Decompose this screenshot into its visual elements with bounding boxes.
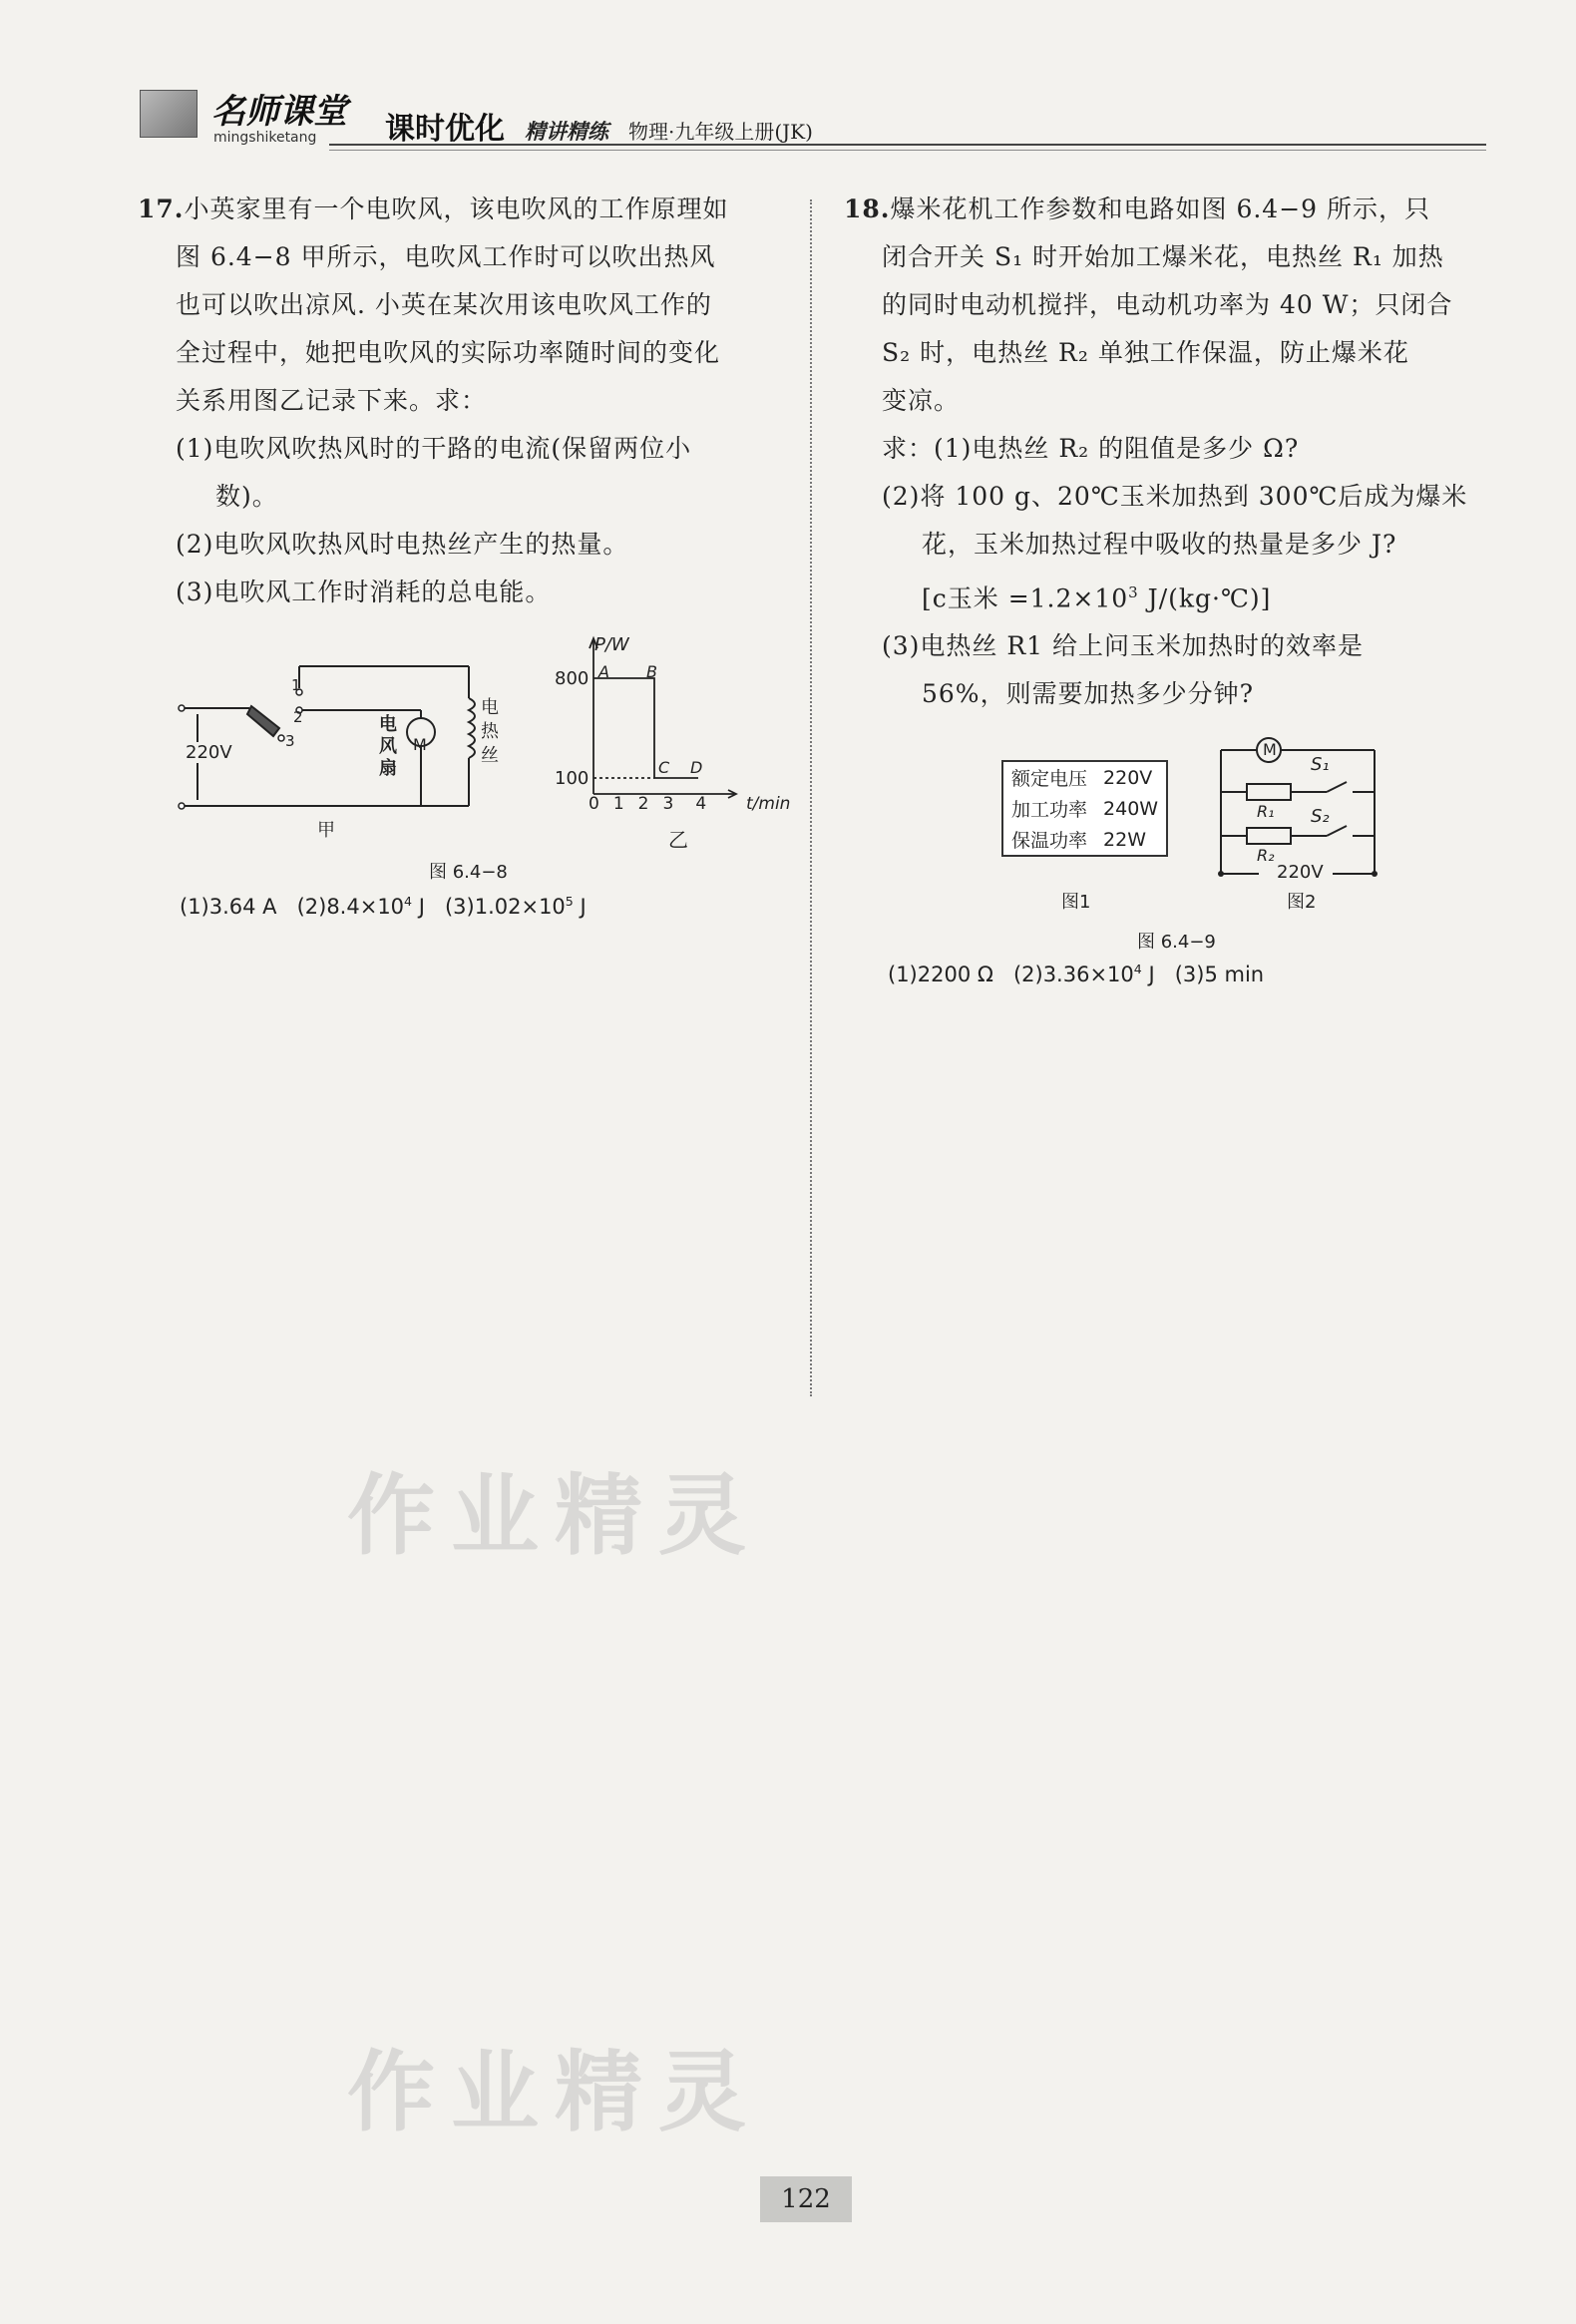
- param-name: 额定电压: [1011, 768, 1088, 790]
- sub-question-2: (2)电吹风吹热风时电热丝产生的热量。: [176, 530, 629, 559]
- circuit-caption: 甲: [317, 820, 335, 841]
- subject-label: 物理·九年级上册(JK): [628, 120, 813, 144]
- table-row: [1002, 793, 1167, 824]
- graph-xtick: 3: [662, 794, 674, 814]
- graph-xtick: 2: [637, 794, 649, 814]
- answer-2: [297, 895, 425, 919]
- table-row: [1002, 824, 1167, 856]
- answer-2-base: (2)3.36×10: [1012, 963, 1134, 986]
- r2-label: R₂: [1257, 846, 1275, 865]
- graph-ytick-800: 800: [555, 668, 590, 689]
- graph-xlabel: t/min: [746, 794, 791, 814]
- answer-3-exp: 5: [565, 894, 574, 909]
- contact-2: 2: [293, 708, 303, 726]
- q18-answer: [888, 962, 1264, 986]
- watermark: 作业精灵: [347, 1464, 763, 1567]
- sub-question-1: (1)电吹风吹热风时的干路的电流(保留两位小: [176, 434, 692, 463]
- fan-label: [379, 714, 397, 780]
- formula-unit: J/(kg·℃)]: [1138, 583, 1272, 613]
- page-number: 122: [760, 2176, 852, 2222]
- answer-2-unit: J: [412, 895, 425, 919]
- question-line: 小英家里有一个电吹风，该电吹风的工作原理如: [184, 194, 729, 223]
- q18-motor-label: M: [1263, 740, 1277, 759]
- watermark: 作业精灵: [347, 2041, 763, 2143]
- graph-xtick: 0: [589, 794, 599, 814]
- graph-ytick-100: 100: [555, 768, 590, 789]
- param-value: 22W: [1103, 828, 1146, 851]
- graph-xtick: 4: [695, 794, 707, 814]
- graph-xticks: [589, 794, 706, 814]
- answer-1: (1)2200 Ω: [888, 963, 993, 986]
- fan-label-char: 扇: [379, 758, 397, 779]
- q17-figure-caption: 图 6.4−8: [429, 862, 508, 883]
- specific-heat-formula: [844, 569, 1502, 622]
- q18-figure-caption: 图 6.4−9: [1137, 932, 1216, 953]
- q17-answer: [180, 894, 587, 919]
- sub-question-2-cont: 花，玉米加热过程中吸收的热量是多少 J?: [922, 530, 1397, 559]
- graph-point-a: A: [598, 662, 609, 681]
- motor-label: M: [413, 735, 427, 754]
- question-line: 的同时电动机搅拌，电动机功率为 40 W；只闭合: [882, 290, 1453, 319]
- question-line: 全过程中，她把电吹风的实际功率随时间的变化: [176, 338, 721, 367]
- graph-caption: 乙: [668, 828, 688, 852]
- sub-question-1-cont: 数)。: [215, 482, 278, 511]
- answer-2-unit: J: [1141, 963, 1155, 986]
- r1-label: R₁: [1257, 802, 1275, 821]
- sub-question-3-cont: 56%，则需要加热多少分钟?: [922, 679, 1254, 709]
- question-line: 闭合开关 S₁ 时开始加工爆米花，电热丝 R₁ 加热: [882, 242, 1444, 271]
- answer-3-unit: J: [573, 895, 587, 919]
- sub-question-3: (3)电吹风工作时消耗的总电能。: [176, 578, 552, 606]
- brand-pinyin: mingshiketang: [213, 130, 317, 146]
- param-name: 保温功率: [1011, 830, 1088, 852]
- logo-cube-icon: [140, 90, 197, 138]
- answer-3: [445, 895, 587, 919]
- answer-1: (1)3.64 A: [180, 895, 277, 919]
- formula-exp: 3: [1128, 583, 1139, 601]
- question-18: [844, 186, 1502, 718]
- answer-2-base: (2)8.4×10: [296, 895, 405, 919]
- heater-label: [481, 696, 499, 768]
- q18-parameter-table: [1001, 760, 1168, 857]
- voltage-label: 220V: [186, 742, 232, 763]
- series-title: 课时优化: [385, 112, 505, 147]
- answer-3-base: (3)1.02×10: [444, 895, 566, 919]
- header-rule: [329, 144, 1486, 146]
- param-value: 240W: [1103, 797, 1159, 820]
- formula-base: [c玉米 =1.2×10: [922, 583, 1129, 613]
- question-line: 也可以吹出凉风. 小英在某次用该电吹风工作的: [176, 290, 712, 319]
- answer-2: [1013, 963, 1155, 986]
- circuit-caption: 图2: [1287, 892, 1317, 913]
- s1-label: S₁: [1311, 754, 1330, 775]
- sub-question-2: (2)将 100 g、20℃玉米加热到 300℃后成为爆米: [882, 482, 1468, 511]
- question-17: [138, 186, 786, 616]
- question-line: S₂ 时，电热丝 R₂ 单独工作保温，防止爆米花: [882, 338, 1409, 367]
- question-number: 17.: [138, 194, 185, 223]
- param-value: 220V: [1103, 766, 1153, 789]
- question-line: 关系用图乙记录下来。求：: [176, 386, 488, 415]
- graph-ylabel: P/W: [594, 634, 629, 655]
- answer-3: (3)5 min: [1174, 963, 1265, 986]
- question-line: 变凉。: [882, 386, 961, 415]
- page-header: [130, 78, 1486, 158]
- table-row: [1002, 761, 1167, 793]
- column-divider: [810, 199, 812, 1396]
- heater-label-char: 电: [481, 697, 499, 718]
- answer-2-exp: 4: [1133, 962, 1142, 976]
- sub-question-3: (3)电热丝 R1 给上问玉米加热时的效率是: [882, 631, 1365, 661]
- param-name: 加工功率: [1011, 799, 1088, 821]
- q18-voltage-label: 220V: [1277, 862, 1324, 883]
- series-tag: 精讲精练: [525, 119, 608, 144]
- table-caption: 图1: [1061, 892, 1091, 913]
- heater-label-char: 丝: [481, 745, 499, 766]
- answer-2-exp: 4: [404, 894, 413, 909]
- contact-3: 3: [285, 732, 295, 750]
- contact-1: 1: [291, 676, 301, 694]
- sub-question-1: 求：(1)电热丝 R₂ 的阻值是多少 Ω?: [882, 434, 1300, 463]
- brand-title: 名师课堂: [211, 92, 347, 132]
- graph-xtick: 1: [612, 794, 624, 814]
- question-line: 图 6.4−8 甲所示，电吹风工作时可以吹出热风: [176, 242, 716, 271]
- graph-point-b: B: [646, 662, 657, 681]
- graph-point-c: C: [658, 758, 670, 777]
- graph-point-d: D: [690, 758, 703, 777]
- fan-label-char: 风: [379, 736, 397, 757]
- heater-label-char: 热: [481, 721, 499, 742]
- question-number: 18.: [844, 194, 891, 223]
- question-line: 爆米花机工作参数和电路如图 6.4−9 所示，只: [890, 194, 1431, 223]
- header-rule-thin: [329, 150, 1486, 151]
- s2-label: S₂: [1311, 806, 1330, 827]
- fan-label-char: 电: [379, 714, 397, 735]
